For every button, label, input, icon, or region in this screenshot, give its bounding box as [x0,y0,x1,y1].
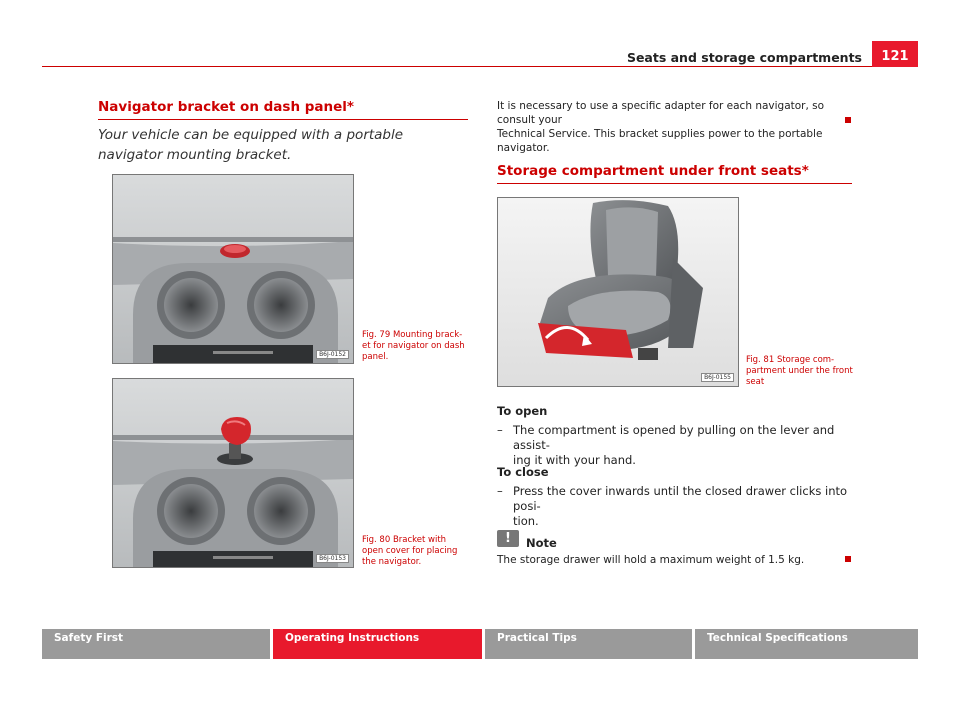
text-line: tion. [513,514,539,528]
exclamation-note-icon: ! [497,530,519,547]
figure-81-caption [746,355,858,388]
to-close-heading: To close [497,465,549,479]
end-marker-icon [845,556,851,562]
bullet-dash: – [497,484,503,498]
caption-line: open cover for placing [362,546,458,556]
caption-line: panel. [362,352,389,362]
footer-tab-practical-tips[interactable]: Practical Tips [485,629,692,659]
section-title-storage-compartment: Storage compartment under front seats* [497,163,809,179]
figure-81-image [497,197,739,387]
caption-line: Fig. 79 Mounting brack- [362,330,463,340]
figure-80-caption [362,535,472,568]
to-open-heading: To open [497,404,548,418]
caption-line: et for navigator on dash [362,341,465,351]
figure-code: B6J-0153 [316,554,349,563]
caption-line: the navigator. [362,557,422,567]
caption-line: partment under the front [746,366,853,376]
text-line: Press the cover inwards until the closed drawer clicks into posi- [513,484,848,513]
figure-79-image [112,174,354,364]
figure-code: B6J-0152 [316,350,349,359]
footer-tab-operating-instructions[interactable]: Operating Instructions [273,629,482,659]
figure-code: B6J-0155 [701,373,734,382]
section-title-navigator-bracket: Navigator bracket on dash panel* [98,99,354,115]
text-line: It is necessary to use a specific adapter for each navigator, so consult your [497,100,825,126]
running-header-title: Seats and storage compartments [626,50,862,65]
note-label: Note [526,536,557,550]
caption-line: seat [746,377,765,387]
header-rule [42,66,872,67]
right-intro-text [497,99,857,155]
caption-line: Fig. 81 Storage com- [746,355,835,365]
open-step [513,423,858,468]
page-number: 121 [872,41,918,67]
figure-80-image [112,378,354,568]
note-text: The storage drawer will hold a maximum weight of 1.5 kg. [497,554,805,566]
close-step [513,484,858,529]
section-intro: Your vehicle can be equipped with a portable navigator mounting bracket. [98,127,404,163]
section-rule [98,119,468,120]
end-marker-icon [845,117,851,123]
caption-line: Fig. 80 Bracket with [362,535,447,545]
text-line: ing it with your hand. [513,453,636,467]
text-line: Technical Service. This bracket supplies power to the portable navigator. [497,128,823,154]
footer-tab-technical-specifications[interactable]: Technical Specifications [695,629,918,659]
text-line: The compartment is opened by pulling on the lever and assist- [513,423,835,452]
figure-79-caption [362,330,472,363]
footer-tab-safety-first[interactable]: Safety First [42,629,270,659]
bullet-dash: – [497,423,503,437]
section-rule [497,183,852,184]
